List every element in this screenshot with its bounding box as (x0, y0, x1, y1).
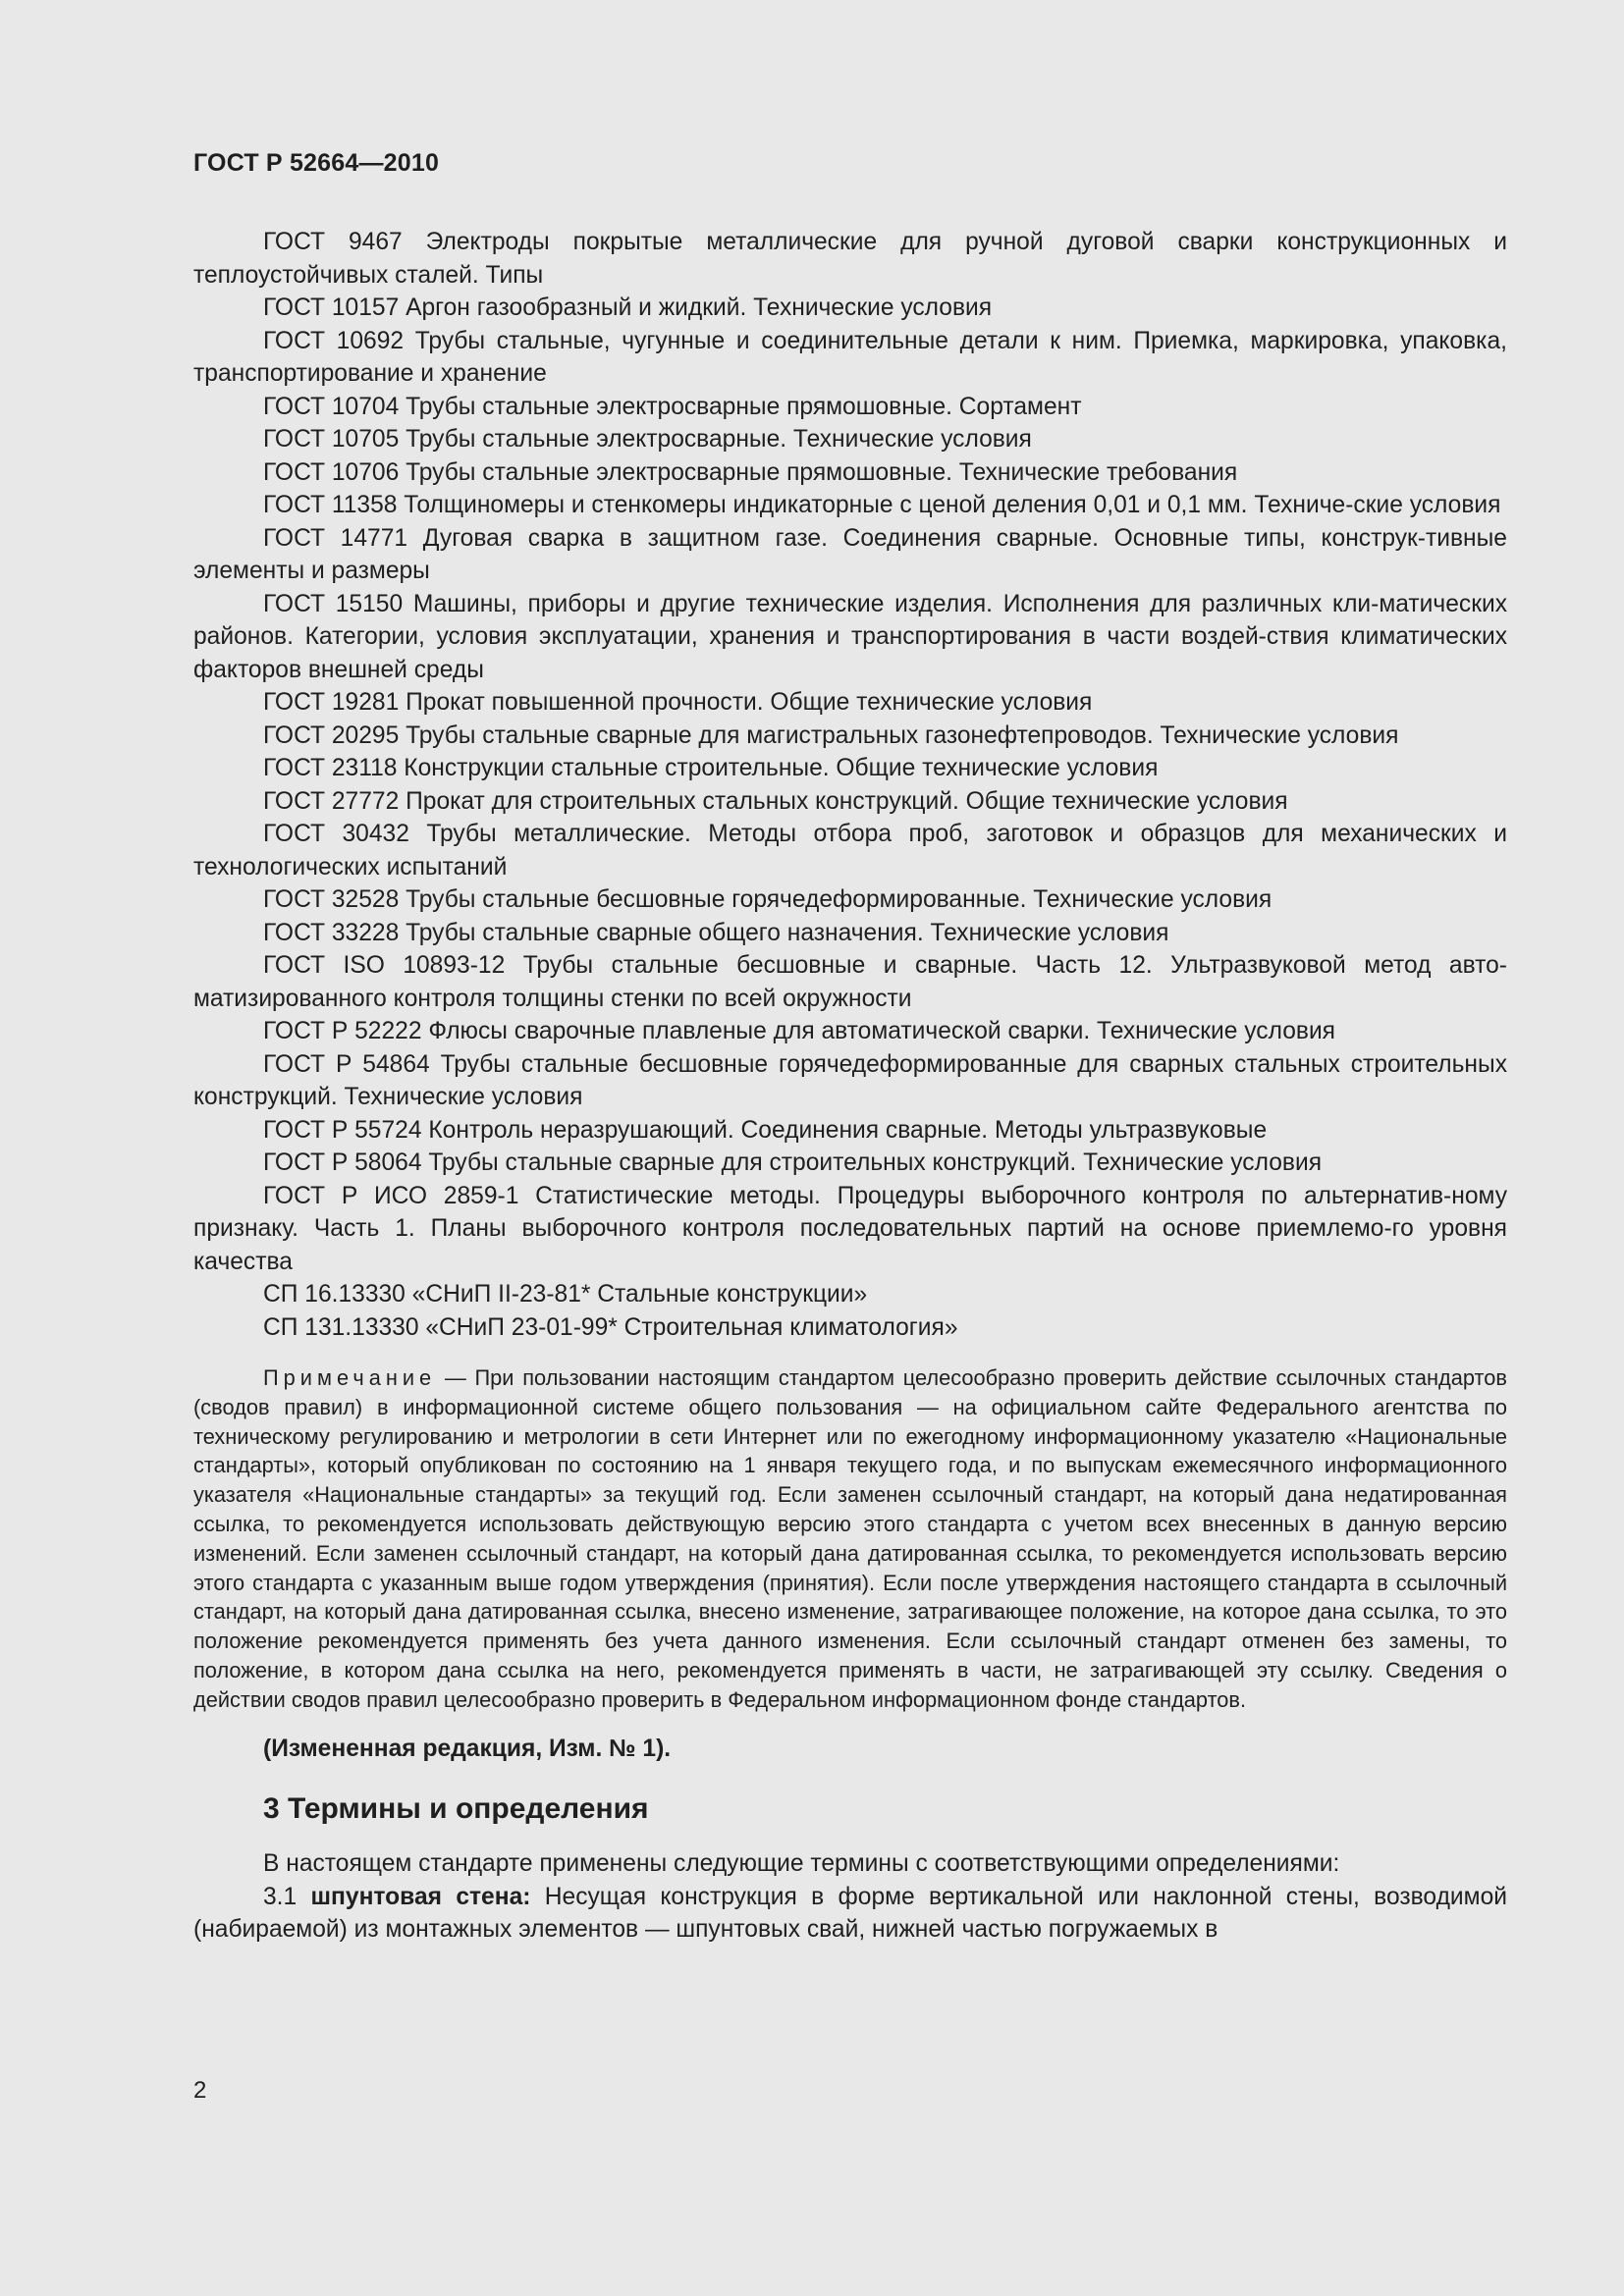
note-block (193, 1363, 1507, 1715)
reference-item: ГОСТ 9467 Электроды покрытые металлические для ручной дуговой сварки конструкционных и теплоустойчивых сталей. Типы (193, 229, 1507, 289)
reference-item: ГОСТ Р 52222 Флюсы сварочные плавленые для автоматической сварки. Технические условия (263, 1018, 1335, 1044)
reference-item: ГОСТ Р ИСО 2859-1 Статистические методы. Процедуры выборочного контроля по альтернатив-ному признаку. Часть 1. Планы выборочного контроля последовательных партий на основе приемлемо-го уровня качества (193, 1182, 1507, 1275)
document-header: ГОСТ Р 52664—2010 (193, 149, 440, 177)
reference-item: СП 131.13330 «СНиП 23-01-99* Строительная климатология» (263, 1313, 958, 1341)
reference-item: ГОСТ 19281 Прокат повышенной прочности. Общие технические условия (263, 689, 1093, 716)
note-label: Примечание (263, 1365, 437, 1390)
reference-item: ГОСТ 10692 Трубы стальные, чугунные и соединительные детали к ним. Приемка, маркировка, упаковка, транспортирование и хранение (193, 327, 1507, 387)
term-name: шпунтовая стена: (310, 1883, 531, 1910)
reference-item: ГОСТ 10704 Трубы стальные электросварные прямошовные. Сортамент (263, 393, 1082, 420)
page-number: 2 (193, 2077, 207, 2104)
reference-item: ГОСТ 11358 Толщиномеры и стенкомеры индикаторные с ценой деления 0,01 и 0,1 мм. Техниче-ские условия (263, 492, 1501, 518)
reference-item: ГОСТ Р 58064 Трубы стальные сварные для строительных конструкций. Технические условия (263, 1149, 1323, 1176)
reference-item: ГОСТ 27772 Прокат для строительных стальных конструкций. Общие технические условия (263, 787, 1288, 815)
term-number: 3.1 (263, 1883, 311, 1910)
section-intro: В настоящем стандарте применены следующие термины с соответствующими определениями: (263, 1850, 1340, 1878)
section-heading: 3 Термины и определения (263, 1792, 649, 1826)
term-text: Несущая конструкция в форме вертикальной или наклонной стены, возводимой (набираемой) из монтажных элементов — шпунтовых свай, нижней частью погружаемых в (193, 1883, 1507, 1944)
reference-item: СП 16.13330 «СНиП II-23-81* Стальные конструкции» (263, 1281, 868, 1308)
reference-item: ГОСТ 14771 Дуговая сварка в защитном газе. Соединения сварные. Основные типы, конструк-тивные элементы и размеры (193, 524, 1507, 584)
reference-item: ГОСТ 10705 Трубы стальные электросварные. Технические условия (263, 426, 1032, 453)
reference-list (193, 226, 1507, 1344)
reference-item: ГОСТ Р 55724 Контроль неразрушающий. Соединения сварные. Методы ультразвуковые (263, 1116, 1268, 1144)
amendment-note: (Измененная редакция, Изм. № 1). (263, 1735, 672, 1762)
note-text: — При пользовании настоящим стандартом целесообразно проверить действие ссылочных стандартов (сводов правил) в информационной системе общего пользования — на официальном сайте Федерального агентства по техническому регулированию и метрологии в сети Интернет или по ежегодному информационному указателю «Национальные стандарты», который опубликован по состоянию на 1 января текущего года, и по выпускам ежемесячного информационного указателя «Национальные стандарты» за текущий год. Если заменен ссылочный стандарт, на который дана недатированная ссылка, то рекомендуется использовать действующую версию этого стандарта с учетом всех внесенных в данную версию изменений. Если заменен ссылочный стандарт, на который дана датированная ссылка, то рекомендуется использовать версию этого стандарта с указанным выше годом утверждения (принятия). Если после утверждения настоящего стандарта в ссылочный стандарт, на который дана датированная ссылка, внесено изменение, затрагивающее положение, на которое дана ссылка, то это положение рекомендуется применять без учета данного изменения. Если ссылочный стандарт отменен без замены, то положение, в котором дана ссылка на него, рекомендуется применять в части, не затрагивающей эту ссылку. Сведения о действии сводов правил целесообразно проверить в Федеральном информационном фонде стандартов. (193, 1365, 1507, 1712)
reference-item: ГОСТ 10157 Аргон газообразный и жидкий. Технические условия (263, 294, 993, 321)
reference-item: ГОСТ 15150 Машины, приборы и другие технические изделия. Исполнения для различных кли-матических районов. Категории, условия эксплуатации, хранения и транспортирования в части воздей-ствия климатических факторов внешней среды (193, 590, 1507, 683)
reference-item: ГОСТ 20295 Трубы стальные сварные для магистральных газонефтепроводов. Технические условия (263, 721, 1399, 749)
reference-item: ГОСТ 32528 Трубы стальные бесшовные горячедеформированные. Технические условия (263, 886, 1272, 913)
reference-item: ГОСТ Р 54864 Трубы стальные бесшовные горячедеформированные для сварных стальных строительных конструкций. Технические условия (193, 1050, 1507, 1110)
reference-item: ГОСТ 30432 Трубы металлические. Методы отбора проб, заготовок и образцов для механических и технологических испытаний (193, 821, 1507, 881)
page-content (193, 226, 1507, 1947)
reference-item: ГОСТ 10706 Трубы стальные электросварные прямошовные. Технические требования (263, 458, 1238, 486)
reference-item: ГОСТ 23118 Конструкции стальные строительные. Общие технические условия (263, 755, 1159, 781)
reference-item: ГОСТ ISO 10893-12 Трубы стальные бесшовные и сварные. Часть 12. Ультразвуковой метод авто-матизированного контроля толщины стенки по всей окружности (193, 952, 1507, 1012)
term-definition (193, 1881, 1507, 1947)
reference-item: ГОСТ 33228 Трубы стальные сварные общего назначения. Технические условия (263, 919, 1169, 946)
